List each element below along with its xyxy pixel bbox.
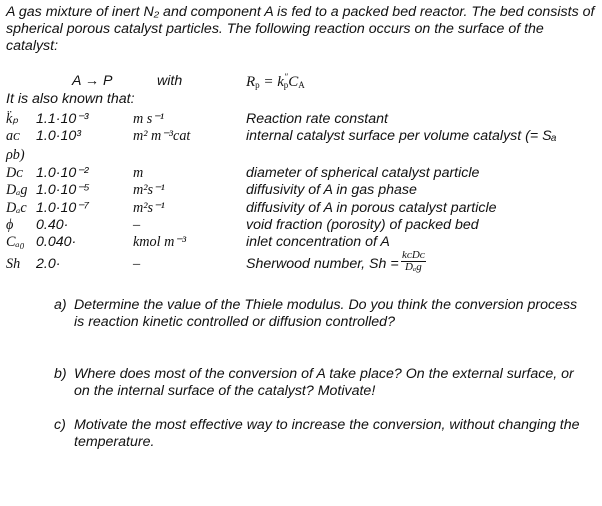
param-sym: k̈ₚ	[6, 111, 19, 127]
param-val: 1.1·10⁻³	[36, 111, 89, 127]
param-desc: inlet concentration of A	[246, 234, 390, 250]
param-val: 1.0·10⁻⁵	[36, 182, 90, 198]
param-unit: m²s⁻¹	[133, 182, 165, 198]
param-sym: ρb)	[6, 147, 25, 163]
param-val: 0.040·	[36, 234, 77, 250]
param-sym: Sh	[6, 256, 21, 272]
known-label: It is also known that:	[6, 91, 135, 107]
question-b-label: b)	[54, 366, 67, 382]
question-b	[54, 366, 584, 399]
param-unit: m²s⁻¹	[133, 200, 165, 216]
param-desc: internal catalyst surface per volume catalyst (= Sₐ	[246, 128, 557, 144]
param-sym: Cₐ₀	[6, 234, 25, 250]
question-a	[54, 297, 584, 330]
param-desc: diffusivity of A in gas phase	[246, 182, 417, 198]
param-unit: m	[133, 165, 144, 181]
param-desc: diameter of spherical catalyst particle	[246, 165, 480, 181]
param-val: 2.0·	[36, 256, 61, 272]
param-desc: Reaction rate constant	[246, 111, 388, 127]
param-sym: ϕ	[6, 217, 14, 233]
param-val: 1.0·10³	[36, 128, 81, 144]
param-val: 0.40·	[36, 217, 69, 233]
with-label: with	[157, 73, 183, 89]
param-unit: –	[133, 217, 141, 233]
reaction-equation: A → P	[72, 73, 113, 89]
param-unit: –	[133, 256, 141, 272]
question-a-text: Determine the value of the Thiele modulus. Do you think the conversion process is reaction kinetic controlled or diffusion controlled?	[74, 297, 578, 330]
question-c-label: c)	[54, 417, 66, 433]
rate-expression: $R_p = k''_pC_A$	[246, 72, 305, 90]
param-sym: Dᴄ	[6, 165, 23, 181]
question-c-text: Motivate the most effective way to increase the conversion, without changing the temperature.	[74, 417, 580, 450]
question-c	[54, 417, 584, 450]
param-sym: Dₐg	[6, 182, 28, 198]
param-sym: aᴄ	[6, 128, 20, 144]
param-desc: Sherwood number, Sh =	[246, 256, 399, 272]
sherwood-denominator: Dₐg	[405, 261, 422, 273]
param-desc: diffusivity of A in porous catalyst particle	[246, 200, 497, 216]
question-b-text: Where does most of the conversion of A take place? On the external surface, or on the internal surface of the catalyst? Motivate!	[74, 366, 574, 399]
sherwood-numerator: kᴄDᴄ	[402, 249, 425, 261]
param-val: 1.0·10⁻⁷	[36, 200, 90, 216]
question-a-label: a)	[54, 297, 67, 313]
param-unit: kmol m⁻³	[133, 234, 187, 250]
param-unit: m s⁻¹	[133, 111, 165, 127]
sherwood-fraction	[401, 250, 426, 273]
param-sym: Dₐc	[6, 200, 27, 216]
problem-intro: A gas mixture of inert N₂ and component A is fed to a packed bed reactor. The bed consists of spherical porous catalyst particles. The following reaction occurs on the surface of the catalyst:	[6, 4, 595, 54]
param-desc: void fraction (porosity) of packed bed	[246, 217, 479, 233]
param-val: 1.0·10⁻²	[36, 165, 89, 181]
param-unit: m² m⁻³cat	[133, 128, 191, 144]
